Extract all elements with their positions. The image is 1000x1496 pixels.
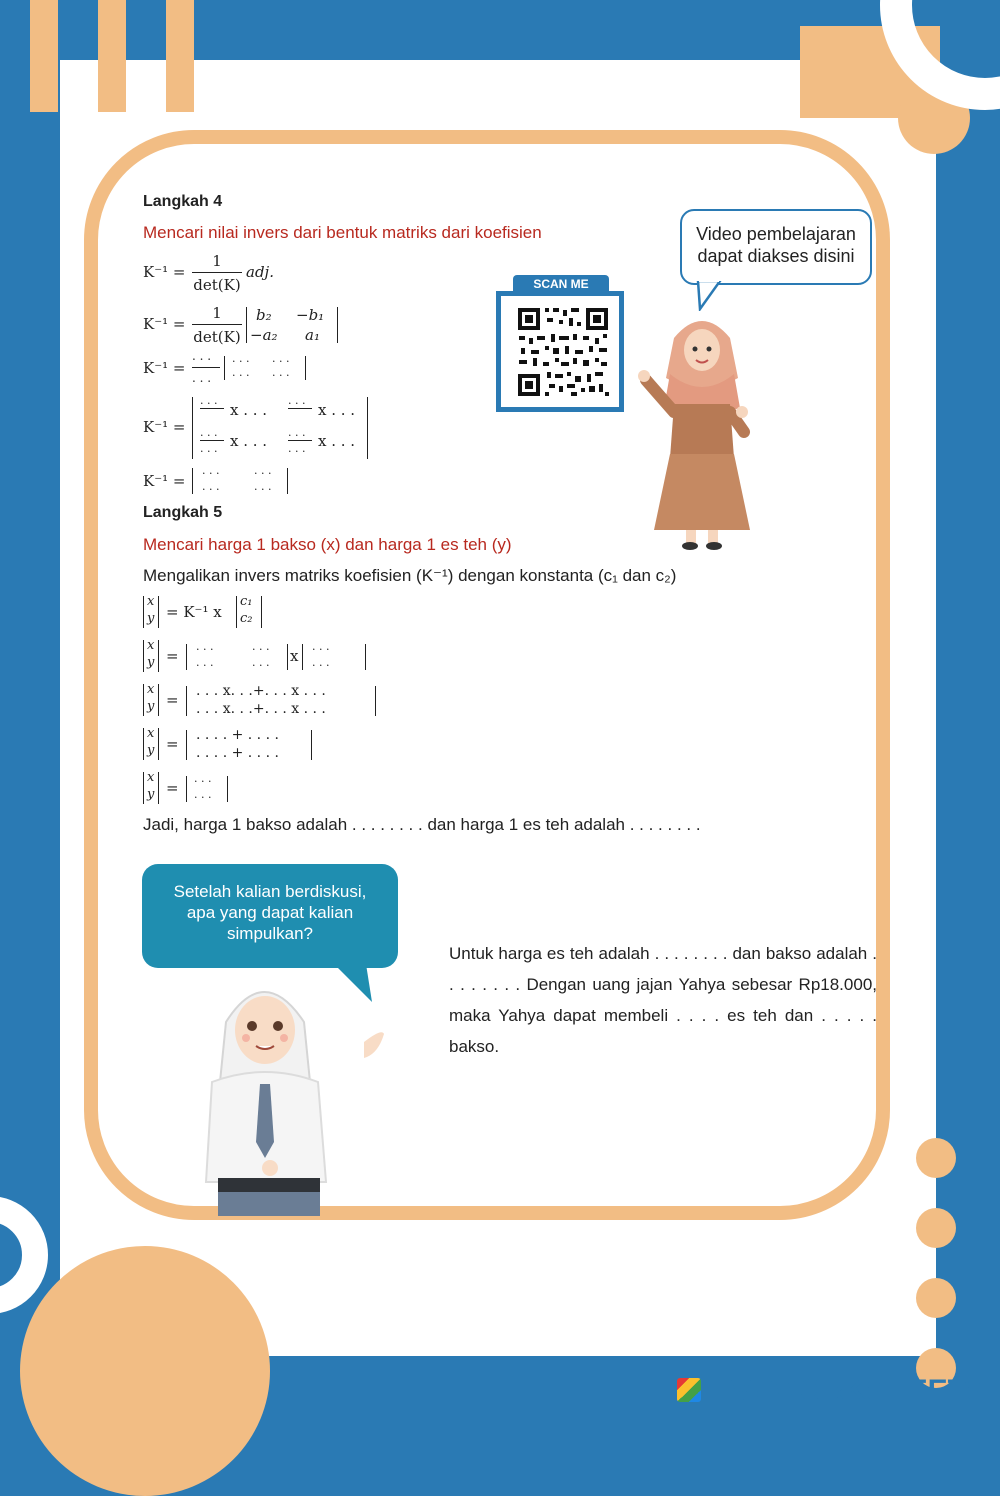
deco-half-circle: [20, 1246, 270, 1496]
bubble-video-tail: [694, 281, 734, 311]
bubble-discuss-line1: Setelah kalian berdiskusi,: [173, 882, 367, 901]
s5-eq3-eq: =: [166, 691, 179, 709]
deco-dot-2: [916, 1208, 956, 1248]
eq5-lhs: K⁻¹ =: [143, 472, 186, 490]
brand-text: LIVEWORKSHEETS: [704, 1374, 986, 1407]
eq4-b-bar: [288, 408, 312, 409]
step5-heading: Langkah 5: [143, 504, 223, 521]
s5-eq2-m11: . . .: [196, 640, 214, 653]
eq4-d-times: x . . .: [318, 432, 356, 450]
eq3-den-dots: . . .: [192, 371, 212, 385]
eq3-m22: . . .: [272, 366, 290, 379]
eq4-lhs: K⁻¹ =: [143, 418, 186, 436]
s5-eq5-y: y: [147, 787, 155, 802]
s5-eq5-v2: . . .: [194, 788, 212, 801]
eq5-m22: . . .: [254, 480, 272, 493]
s5-eq4-row1: . . . . + . . . .: [196, 727, 279, 743]
brand-logo-icon: [677, 1378, 701, 1402]
bubble-discuss-line3: simpulkan?: [227, 924, 313, 943]
s5-eq2-times: x: [290, 647, 299, 665]
step4-subtitle: Mencari nilai invers dari bentuk matriks dari koefisien: [143, 223, 542, 242]
bubble-discuss-line2: apa yang dapat kalian: [186, 903, 354, 922]
s5-eq3-row2: . . . x. . .+. . . x . . .: [196, 701, 326, 717]
eq2-num: 1: [212, 304, 222, 322]
eq4-d-bar: [288, 440, 312, 441]
eq4-d-den: . . .: [288, 442, 306, 455]
deco-bar-1: [30, 0, 58, 112]
summary-paragraph: Untuk harga es teh adalah . . . . . . . . dan bakso adalah . . . . . . . . Dengan uang jajan Yahya sebesar Rp18.000, maka Yahya dapat membeli . . . . es teh dan . . . . . bakso.: [449, 944, 877, 1056]
s5-eq1-y: y: [147, 611, 155, 626]
bubble-discuss: [142, 864, 398, 968]
eq4-b-times: x . . .: [318, 401, 356, 419]
s5-eq1-mid: = K⁻¹ x: [166, 603, 222, 621]
eq4-c-den: . . .: [200, 442, 218, 455]
s5-eq5-eq: =: [166, 779, 179, 797]
s5-eq1-c1: c₁: [240, 594, 253, 609]
brand-logo: [677, 1374, 986, 1408]
eq4-c-times: x . . .: [230, 432, 268, 450]
s5-eq2-v1: . . .: [312, 640, 330, 653]
eq2-m11: b₂: [256, 306, 272, 324]
eq1-tail: adj.: [246, 263, 274, 281]
qr-code-icon: [501, 296, 619, 407]
deco-ring-bottom: [0, 1196, 48, 1314]
eq3-m12: . . .: [272, 352, 290, 365]
eq4-c-bar: [200, 440, 224, 441]
eq3-lhs: K⁻¹ =: [143, 359, 186, 377]
s5-eq2-m22: . . .: [252, 656, 270, 669]
eq5-m12: . . .: [254, 464, 272, 477]
eq4-a-times: x . . .: [230, 401, 268, 419]
bubble-video-line1: Video pembelajaran: [696, 224, 856, 244]
bubble-video: [680, 209, 872, 285]
eq3-fraction-bar: [192, 367, 220, 368]
eq1-num: 1: [212, 252, 222, 270]
eq5-m21: . . .: [202, 480, 220, 493]
eq3-m21: . . .: [232, 366, 250, 379]
eq4-b-num: . . .: [288, 394, 306, 407]
qr-label: SCAN ME: [513, 275, 609, 293]
s5-eq4-eq: =: [166, 735, 179, 753]
bubble-video-line2: dapat diakses disini: [697, 246, 855, 266]
eq2-m21: −a₂: [250, 326, 278, 344]
teacher-illustration: [630, 308, 760, 553]
step4-heading: Langkah 4: [143, 193, 223, 210]
eq2-den: det(K): [193, 328, 241, 346]
s5-eq2-y: y: [147, 655, 155, 670]
s5-eq4-row2: . . . . + . . . .: [196, 745, 279, 761]
s5-eq2-v2: . . .: [312, 656, 330, 669]
deco-dot-1: [916, 1138, 956, 1178]
eq5-m11: . . .: [202, 464, 220, 477]
s5-eq3-y: y: [147, 699, 155, 714]
s5-eq2-x: x: [147, 638, 155, 653]
s5-eq1-c2: c₂: [240, 611, 253, 626]
eq4-a-num: . . .: [200, 394, 218, 407]
eq4-a-bar: [200, 408, 224, 409]
step5-subtitle: Mencari harga 1 bakso (x) dan harga 1 es teh (y): [143, 535, 512, 554]
deco-bar-2: [98, 0, 126, 112]
deco-bar-3: [166, 0, 194, 112]
eq3-m11: . . .: [232, 352, 250, 365]
eq3-num-dots: . . .: [192, 349, 212, 363]
s5-eq5-x: x: [147, 770, 155, 785]
s5-eq2-m12: . . .: [252, 640, 270, 653]
eq2-m22: a₁: [305, 326, 320, 344]
qr-frame[interactable]: [496, 291, 624, 412]
s5-eq3-row1: . . . x. . .+. . . x . . .: [196, 683, 326, 699]
eq2-lhs: K⁻¹ =: [143, 315, 186, 333]
eq2-m12: −b₁: [296, 306, 325, 324]
eq1-fraction-bar: [192, 272, 242, 273]
s5-eq4-x: x: [147, 726, 155, 741]
eq4-c-num: . . .: [200, 426, 218, 439]
s5-eq2-m21: . . .: [196, 656, 214, 669]
eq2-fraction-bar: [192, 324, 242, 325]
s5-eq5-v1: . . .: [194, 772, 212, 785]
s5-eq1-x: x: [147, 594, 155, 609]
student-illustration: [196, 972, 396, 1216]
step5-instruction: Mengalikan invers matriks koefisien (K⁻¹) dengan konstanta (c₁ dan c₂): [143, 566, 677, 585]
eq1-lhs: K⁻¹ =: [143, 263, 186, 281]
deco-dot-3: [916, 1278, 956, 1318]
s5-eq2-eq: =: [166, 647, 179, 665]
conclusion-text: Jadi, harga 1 bakso adalah . . . . . . . . dan harga 1 es teh adalah . . . . . . . .: [143, 815, 701, 834]
s5-eq4-y: y: [147, 743, 155, 758]
s5-eq3-x: x: [147, 682, 155, 697]
eq4-d-num: . . .: [288, 426, 306, 439]
eq1-den: det(K): [193, 276, 241, 294]
